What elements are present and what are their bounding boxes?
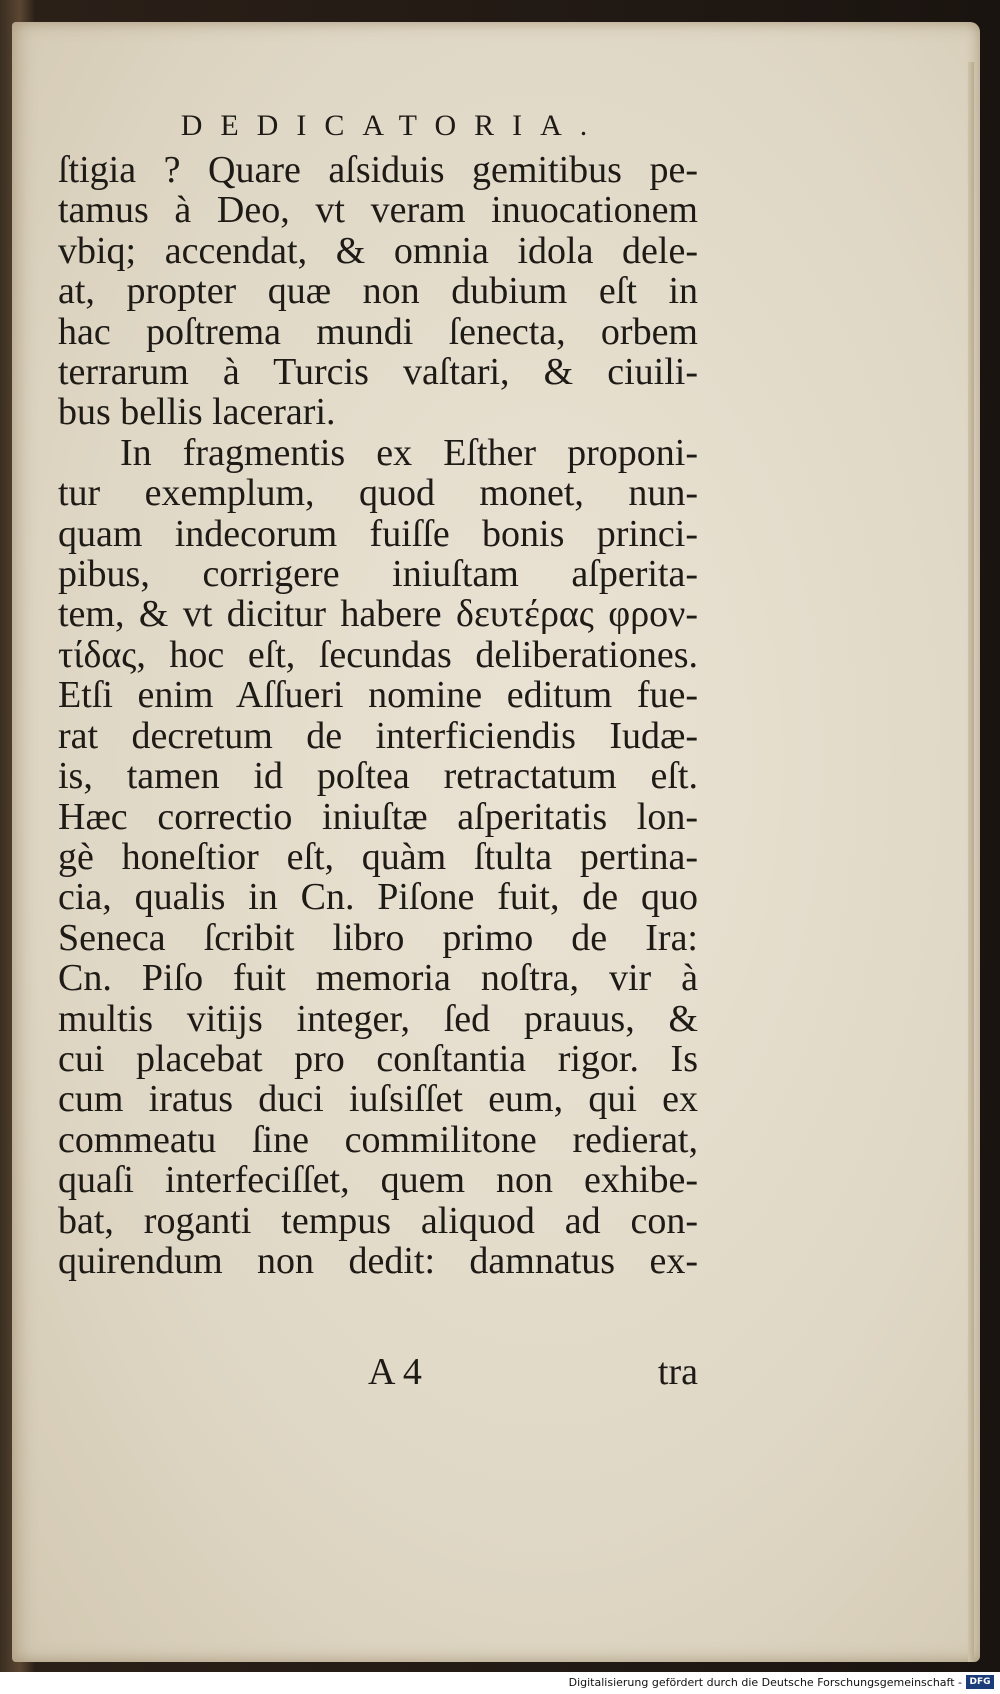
text-line: τίδας, hoc eſt, ſecundas deliberationes. <box>58 633 698 676</box>
text-line: terrarum à Turcis vaſtari, & ciuili- <box>58 351 698 394</box>
dfg-logo: DFG <box>966 1675 994 1689</box>
text-line: rat decretum de interficiendis Iudæ- <box>58 714 698 757</box>
text-line: hac poſtrema mundi ſenecta, orbem <box>58 310 698 353</box>
text-line: Hæc correctio iniuſtæ aſperitatis lon- <box>58 795 698 838</box>
text-line: multis vitijs integer, ſed prauus, & <box>58 997 698 1040</box>
text-line: cum iratus duci iuſsiſſet eum, qui ex <box>58 1078 698 1121</box>
text-line: gè honeſtior eſt, quàm ſtulta pertina- <box>58 835 698 878</box>
text-line: quirendum non dedit: damnatus ex- <box>58 1239 698 1282</box>
text-line: quaſi interfeciſſet, quem non exhibe- <box>58 1159 698 1202</box>
text-line: cui placebat pro conſtantia rigor. Is <box>58 1037 698 1080</box>
text-line: Etſi enim Aſſueri nomine editum fue- <box>58 674 698 717</box>
catchword: tra <box>657 1351 698 1393</box>
running-head: DEDICATORIA. <box>180 109 606 142</box>
text-line: pibus, corrigere iniuſtam aſperita- <box>58 553 698 596</box>
text-line: bus bellis lacerari. <box>58 391 336 434</box>
text-line: Cn. Piſo fuit memoria noſtra, vir à <box>58 957 698 1000</box>
text-line: ſtigia ? Quare aſsiduis gemitibus pe- <box>58 149 698 191</box>
text-line: tem, & vt dicitur habere δευτέρας φρον- <box>58 593 698 636</box>
text-line: at, propter quæ non dubium eſt in <box>58 270 698 313</box>
signature-mark: A 4 <box>368 1351 422 1393</box>
page-footer <box>58 1350 698 1400</box>
text-line: commeatu ſine commilitone redierat, <box>58 1118 698 1161</box>
text-line: Seneca ſcribit libro primo de Ira: <box>58 916 698 959</box>
credit-bar <box>0 1672 1000 1694</box>
page-text <box>58 108 698 1281</box>
text-line: bat, roganti tempus aliquod ad con- <box>58 1199 698 1242</box>
text-line: tamus à Deo, vt veram inuocationem <box>58 189 698 232</box>
page-edge <box>968 62 974 1662</box>
text-line: tur exemplum, quod monet, nun- <box>58 472 698 515</box>
text-line: cia, qualis in Cn. Piſone fuit, de quo <box>58 876 698 919</box>
text-line: is, tamen id poſtea retractatum eſt. <box>58 755 698 798</box>
credit-text: Digitalisierung gefördert durch die Deutsche Forschungsgemeinschaft - <box>568 1676 962 1689</box>
text-line: quam indecorum fuiſſe bonis princi- <box>58 512 698 555</box>
text-line: In fragmentis ex Eſther proponi- <box>120 431 698 474</box>
text-line: vbiq; accendat, & omnia idola dele- <box>58 229 698 272</box>
